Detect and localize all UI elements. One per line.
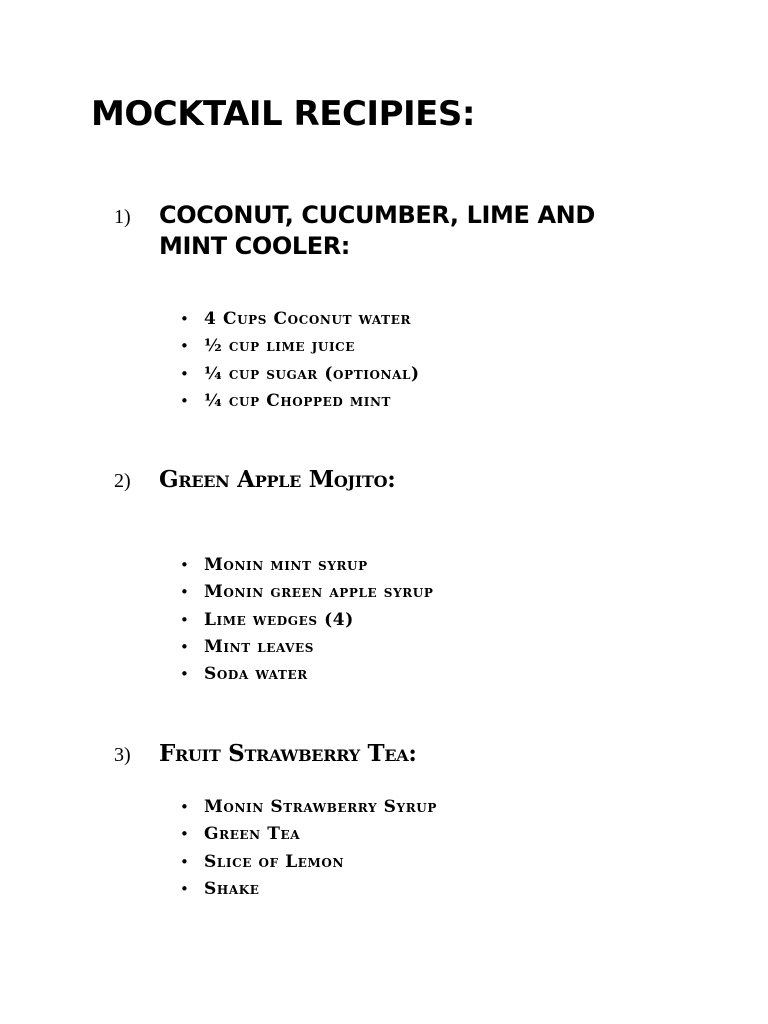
- ingredient-list: [180, 794, 437, 903]
- ingredient-item: [180, 821, 437, 848]
- ingredient-item: [180, 388, 420, 415]
- bullet-icon: •: [180, 610, 190, 629]
- recipe-number: 2): [114, 470, 131, 492]
- ingredient-item: [180, 579, 434, 606]
- bullet-icon: •: [180, 665, 190, 684]
- ingredient-text: Lime wedges (4): [204, 609, 354, 630]
- ingredient-item: [180, 552, 434, 579]
- ingredient-text: Monin mint syrup: [204, 555, 368, 575]
- ingredient-list: [180, 552, 434, 688]
- bullet-icon: •: [180, 798, 190, 816]
- ingredient-item: [180, 361, 420, 388]
- recipe-heading: Fruit Strawberry Tea:: [159, 740, 417, 767]
- ingredient-item: [180, 849, 437, 876]
- ingredient-text: Slice of Lemon: [204, 851, 345, 872]
- ingredient-item: [180, 306, 420, 333]
- recipe-heading: Green Apple Mojito:: [159, 466, 396, 493]
- ingredient-text: Green Tea: [204, 824, 301, 845]
- recipe-heading-line-1: COCONUT, CUCUMBER, LIME AND: [159, 201, 595, 229]
- bullet-icon: •: [180, 391, 190, 410]
- bullet-icon: •: [180, 825, 190, 844]
- ingredient-item: [180, 607, 434, 634]
- bullet-icon: •: [180, 583, 190, 602]
- ingredient-text: Mint leaves: [204, 636, 314, 657]
- ingredient-text: Monin Strawberry Syrup: [204, 797, 437, 817]
- ingredient-text: Soda water: [204, 664, 308, 685]
- recipe-number: 1): [114, 206, 131, 228]
- bullet-icon: •: [180, 852, 190, 871]
- bullet-icon: •: [180, 337, 190, 356]
- ingredient-item: [180, 634, 434, 661]
- ingredient-list: [180, 306, 420, 415]
- bullet-icon: •: [180, 879, 190, 898]
- ingredient-text: 4 Cups Coconut water: [204, 309, 412, 329]
- recipe-number: 3): [114, 744, 131, 766]
- bullet-icon: •: [180, 637, 190, 656]
- ingredient-text: ¼ cup Chopped mint: [204, 390, 392, 411]
- ingredient-item: [180, 876, 437, 903]
- page-title: MOCKTAIL RECIPIES:: [91, 94, 475, 134]
- ingredient-item: [180, 661, 434, 688]
- ingredient-text: ¼ cup sugar (optional): [204, 363, 420, 384]
- bullet-icon: •: [180, 364, 190, 383]
- bullet-icon: •: [180, 310, 190, 328]
- bullet-icon: •: [180, 556, 190, 574]
- ingredient-item: [180, 333, 420, 360]
- ingredient-item: [180, 794, 437, 821]
- ingredient-text: Shake: [204, 878, 260, 899]
- ingredient-text: ½ cup lime juice: [204, 336, 356, 357]
- ingredient-text: Monin green apple syrup: [204, 582, 434, 603]
- recipe-heading-line-2: MINT COOLER:: [159, 232, 351, 260]
